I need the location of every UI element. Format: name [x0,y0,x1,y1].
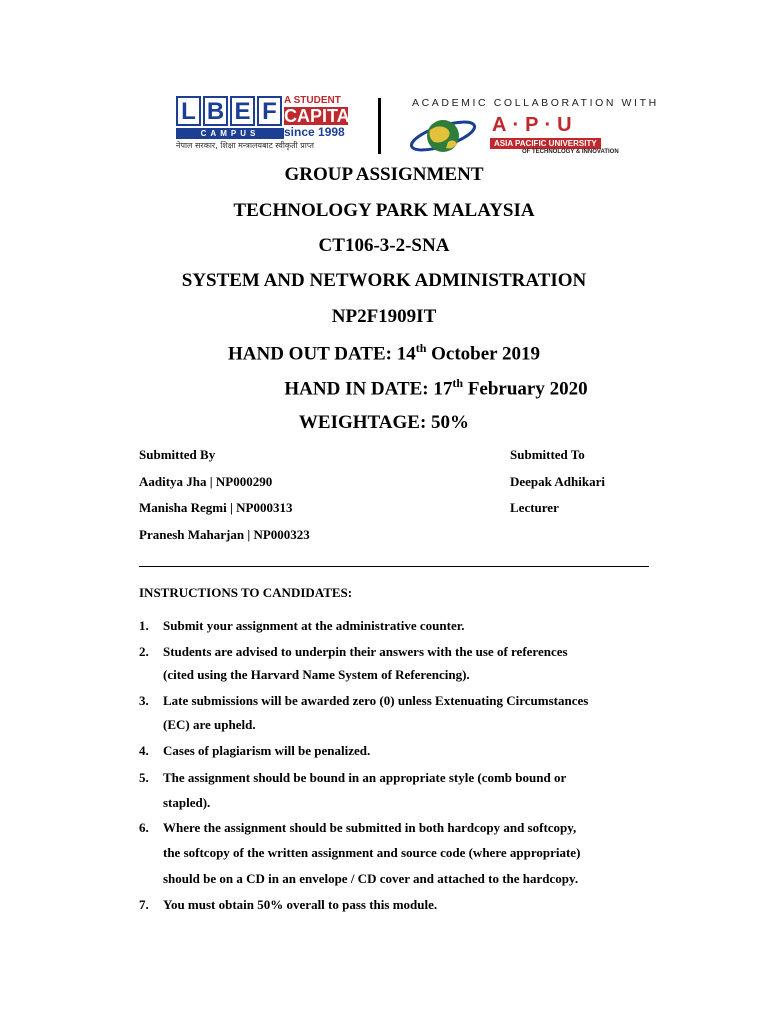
instruction-text: Late submissions will be awarded zero (0) unless Extenuating Circumstances [163,693,589,708]
apu-subtitle: OF TECHNOLOGY & INNOVATION [522,149,619,155]
instruction-text: The assignment should be bound in an appropriate style (comb bound or [163,770,567,785]
instruction-number: 2. [139,644,149,659]
instruction-text: Where the assignment should be submitted in both hardcopy and softcopy, [163,820,577,835]
hand-in-prefix: HAND IN DATE: 17 [284,378,453,400]
hand-in-suffix: February 2020 [463,378,588,400]
lecturer-name: Deepak Adhikari [510,474,605,489]
lbef-letter: E [230,96,255,126]
lbef-campus-label: CAMPUS [176,128,284,139]
hand-in-ordinal: th [452,376,464,390]
instruction-text: stapled). [163,795,211,810]
lbef-tag-line2: CAPITAL [284,106,361,126]
hand-in-date [52,376,768,400]
instruction-number: 7. [139,897,149,912]
lbef-tag-line3: since 1998 [284,125,345,139]
submitted-by-label: Submitted By [139,447,216,462]
member-row: Pranesh Maharjan | NP000323 [139,527,310,542]
instruction-number: 4. [139,743,149,758]
instruction-number: 3. [139,693,149,708]
banner-divider [378,98,381,154]
lbef-tag-line1: A STUDENT [284,95,341,106]
academic-collaboration-text: ACADEMIC COLLABORATION WITH [412,97,659,109]
instruction-text: Students are advised to underpin their answers with the use of references [163,644,568,659]
instruction-text: (EC) are upheld. [163,717,256,732]
lbef-letter: L [176,96,201,126]
hand-out-suffix: October 2019 [426,343,541,365]
submitted-to-label: Submitted To [510,447,585,462]
lbef-tagline [284,95,361,139]
member-row: Aaditya Jha | NP000290 [139,474,273,489]
tech-park-heading: TECHNOLOGY PARK MALAYSIA [233,200,535,221]
instruction-text: You must obtain 50% overall to pass this module. [163,897,438,912]
module-name-heading: SYSTEM AND NETWORK ADMINISTRATION [181,270,587,291]
module-code-heading: CT106-3-2-SNA [318,235,450,256]
lbef-letter: B [203,96,228,126]
hand-out-prefix: HAND OUT DATE: 14 [227,343,416,365]
group-assignment-heading: GROUP ASSIGNMENT [284,164,484,185]
instruction-text: (cited using the Harvard Name System of Referencing). [163,667,470,682]
instruction-text: should be on a CD in an envelope / CD cover and attached to the hardcopy. [163,871,579,886]
header-banner [150,88,672,162]
weightage-heading: WEIGHTAGE: 50% [298,412,470,433]
instruction-number: 1. [139,618,149,633]
hand-out-ordinal: th [415,341,427,355]
separator-line [139,566,649,567]
lbef-letter: F [257,96,282,126]
instruction-text: the softcopy of the written assignment and source code (where appropriate) [163,845,581,860]
globe-icon [408,114,478,158]
lbef-logo [176,95,361,150]
instruction-number: 5. [139,770,149,785]
intake-code-heading: NP2F1909IT [331,306,437,327]
hand-out-date [0,341,768,365]
apu-logo-text: A·P·U [492,114,578,136]
lecturer-role: Lecturer [510,500,559,515]
apu-full-name: ASIA PACIFIC UNIVERSITY [490,138,601,149]
lbef-nepali-tagline: नेपाल सरकार, शिक्षा मन्त्रालयबाट स्वीकृती प्राप्त [176,141,314,150]
lbef-letters [176,96,282,126]
instruction-text: Cases of plagiarism will be penalized. [163,743,371,758]
member-row: Manisha Regmi | NP000313 [139,500,293,515]
instructions-title: INSTRUCTIONS TO CANDIDATES: [139,585,353,600]
instruction-number: 6. [139,820,149,835]
instruction-text: Submit your assignment at the administrative counter. [163,618,465,633]
